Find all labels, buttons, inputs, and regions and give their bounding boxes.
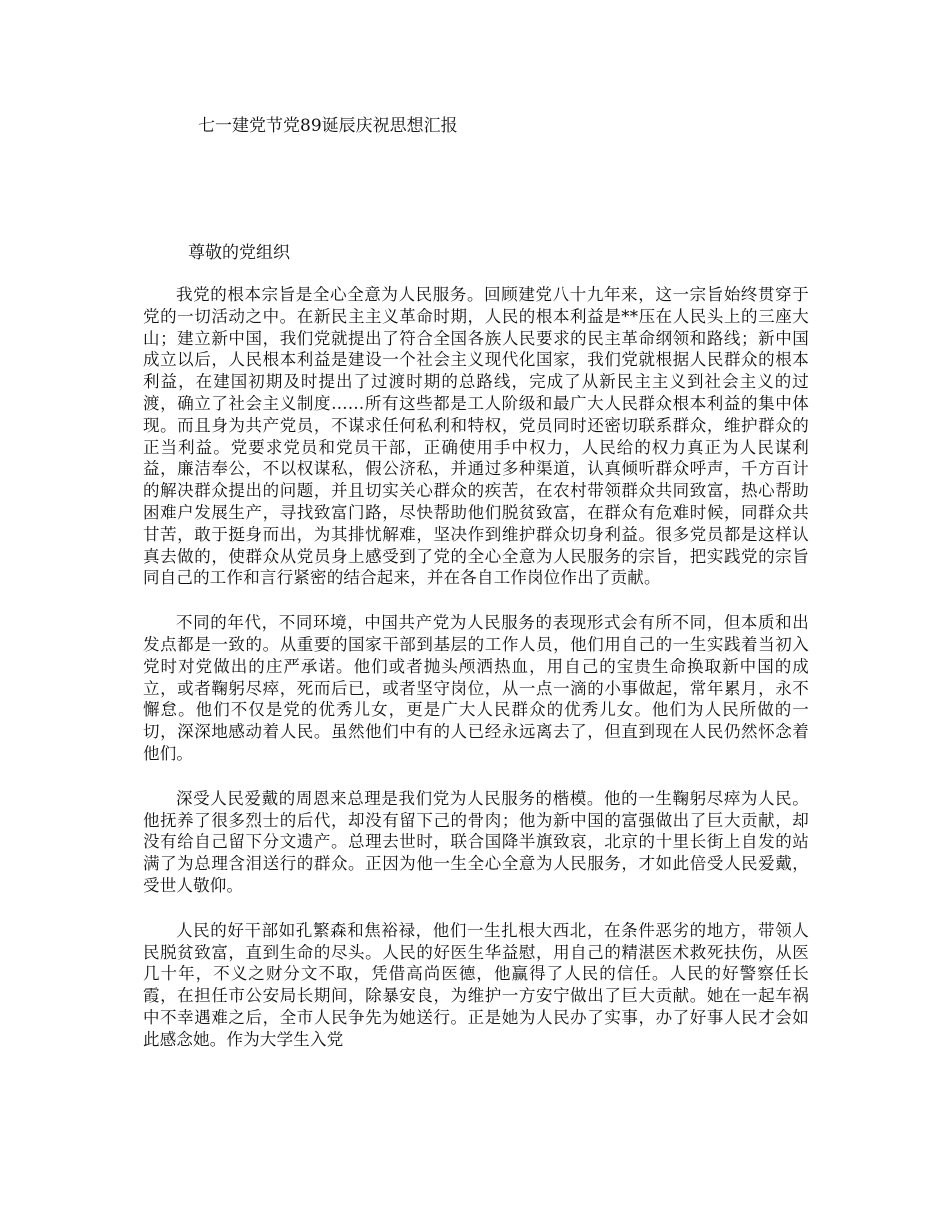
paragraph-4: 人民的好干部如孔繁森和焦裕禄，他们一生扎根大西北，在条件恶劣的地方，带领人民脱贫致富，直到生命的尽头。人民的好医生华益慰，用自己的精湛医术救死扶伤，从医几十年，不义之财分文不取，凭借高尚医德，他赢得了人民的信任。人民的好警察任长霞，在担任市公安局长期间，除暴安良，为维护一方安宁做出了巨大贡献。她在一起车祸中不幸遇难之后，全市人民争先为她送行。正是她为人民办了实事，办了好事人民才会如此感念她。作为大学生入党 xyxy=(143,920,809,1049)
salutation: 尊敬的党组织 xyxy=(188,243,290,263)
paragraph-3: 深受人民爱戴的周恩来总理是我们党为人民服务的楷模。他的一生鞠躬尽瘁为人民。他抚养了很多烈士的后代，却没有留下己的骨肉；他为新中国的富强做出了巨大贡献，却没有给自己留下分文遗产。总理去世时，联合国降半旗致哀，北京的十里长街上自发的站满了为总理含泪送行的群众。正因为他一生全心全意为人民服务，才如此倍受人民爱戴，受世人敬仰。 xyxy=(143,788,809,895)
document-body xyxy=(143,284,809,1074)
paragraph-1: 我党的根本宗旨是全心全意为人民服务。回顾建党八十九年来，这一宗旨始终贯穿于党的一切活动之中。在新民主主义革命时期，人民的根本利益是**压在人民头上的三座大山；建立新中国，我们党就提出了符合全国各族人民要求的民主革命纲领和路线；新中国成立以后，人民根本利益是建设一个社会主义现代化国家，我们党就根据人民群众的根本利益，在建国初期及时提出了过渡时期的总路线，完成了从新民主主义到社会主义的过渡，确立了社会主义制度……所有这些都是工人阶级和最广大人民群众根本利益的集中体现。而且身为共产党员，不谋求任何私利和特权，党员同时还密切联系群众，维护群众的正当利益。党要求党员和党员干部，正确使用手中权力，人民给的权力真正为人民谋利益，廉洁奉公，不以权谋私，假公济私，并通过多种渠道，认真倾听群众呼声，千方百计的解决群众提出的问题，并且切实关心群众的疾苦，在农村带领群众共同致富，热心帮助困难户发展生产，寻找致富门路，尽快帮助他们脱贫致富，在群众有危难时候，同群众共甘苦，敢于挺身而出，为其排忧解难，坚决作到维护群众切身利益。很多党员都是这样认真去做的，使群众从党员身上感受到了党的全心全意为人民服务的宗旨，把实践党的宗旨同自己的工作和言行紧密的结合起来，并在各自工作岗位作出了贡献。 xyxy=(143,285,809,588)
document-title: 七一建党节党89诞辰庆祝思想汇报 xyxy=(198,116,458,136)
paragraph-2: 不同的年代，不同环境，中国共产党为人民服务的表现形式会有所不同，但本质和出发点都是一致的。从重要的国家干部到基层的工作人员，他们用自己的一生实践着当初入党时对党做出的庄严承诺。他们或者抛头颅洒热血，用自己的宝贵生命换取新中国的成立，或者鞠躬尽瘁，死而后已，或者坚守岗位，从一点一滴的小事做起，常年累月，永不懈怠。他们不仅是党的优秀儿女，更是广大人民群众的优秀儿女。他们为人民所做的一切，深深地感动着人民。虽然他们中有的人已经永远离去了，但直到现在人民仍然怀念着他们。 xyxy=(143,613,809,763)
